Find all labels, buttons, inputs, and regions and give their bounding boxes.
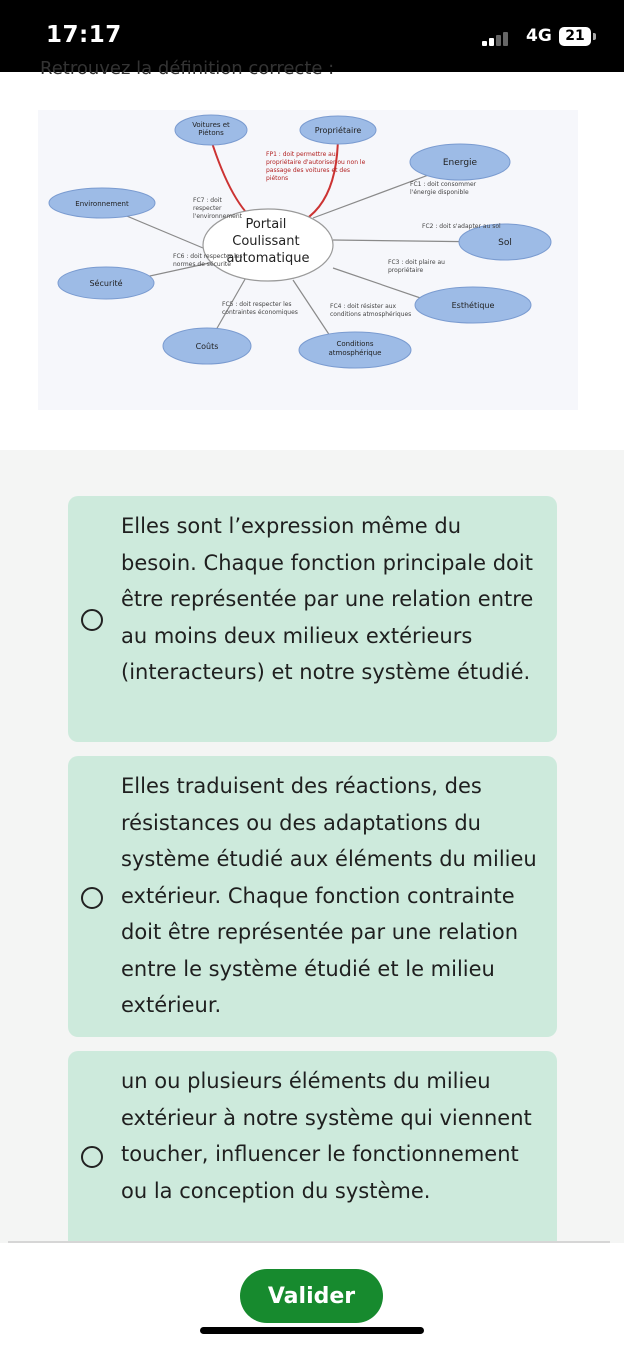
fc6-label: FC6 : doit respecter les normes de sécurité [173, 253, 243, 268]
node-conditions-label: Conditions atmosphérique [328, 340, 382, 357]
fp1-label: FP1 : doit permettre au propriétaire d'autoriser ou non le passage des voitures et des piétons [266, 151, 366, 182]
node-proprietaire-label: Propriétaire [314, 126, 362, 135]
signal-icon [482, 30, 520, 46]
radio-button[interactable] [81, 1146, 103, 1168]
answer-option[interactable] [68, 756, 557, 1037]
question-prompt: Retrouvez la définition correcte : [40, 58, 335, 79]
fc3-label: FC3 : doit plaire au propriétaire [388, 259, 445, 274]
node-securite-label: Sécurité [89, 279, 123, 288]
fc7-label: FC7 : doit respecter l'environnement [193, 197, 243, 220]
center-label-2: Coulissant [232, 234, 300, 249]
answer-options [0, 450, 624, 1243]
validate-button[interactable]: Valider [240, 1269, 383, 1323]
option-text: un ou plusieurs éléments du milieu extérieur à notre système qui viennent toucher, influencer le fonctionnement ou la conception du système. [121, 1069, 532, 1203]
node-couts-label: Coûts [195, 342, 219, 351]
node-esthetique-label: Esthétique [451, 301, 495, 310]
fc1-label: FC1 : doit consommer l'énergie disponible [410, 181, 477, 196]
node-environnement-label: Environnement [75, 200, 129, 208]
center-label-1: Portail [245, 217, 287, 232]
node-voitures-label: Voitures et Piétons [192, 121, 230, 137]
battery-icon: 21 [559, 27, 591, 46]
option-text: Elles traduisent des réactions, des résistances ou des adaptations du système étudié aux éléments du milieu extérieur. Chaque fonction contrainte doit être représentée par une relation entre le système étudié et le milieu extérieur. [121, 774, 537, 1017]
fc2-label: FC2 : doit s'adapter au sol [422, 223, 501, 230]
center-label-3: automatique [226, 251, 310, 266]
radio-button[interactable] [81, 887, 103, 909]
node-energie-label: Energie [442, 158, 478, 168]
node-sol-label: Sol [498, 238, 512, 248]
radio-button[interactable] [81, 609, 103, 631]
battery-tip [593, 33, 596, 40]
answer-option[interactable] [68, 496, 557, 742]
question-panel [0, 58, 624, 450]
fc4-label: FC4 : doit résister aux conditions atmosphériques [330, 303, 412, 318]
status-time: 17:17 [46, 22, 122, 48]
fc5-label: FC5 : doit respecter les contraintes économiques [222, 301, 298, 316]
home-indicator [200, 1327, 424, 1334]
octopus-diagram [38, 110, 578, 410]
network-type: 4G [526, 26, 552, 46]
option-text: Elles sont l’expression même du besoin. Chaque fonction principale doit être représentée par une relation entre au moins deux milieux extérieurs (interacteurs) et notre système étudié. [121, 514, 534, 684]
